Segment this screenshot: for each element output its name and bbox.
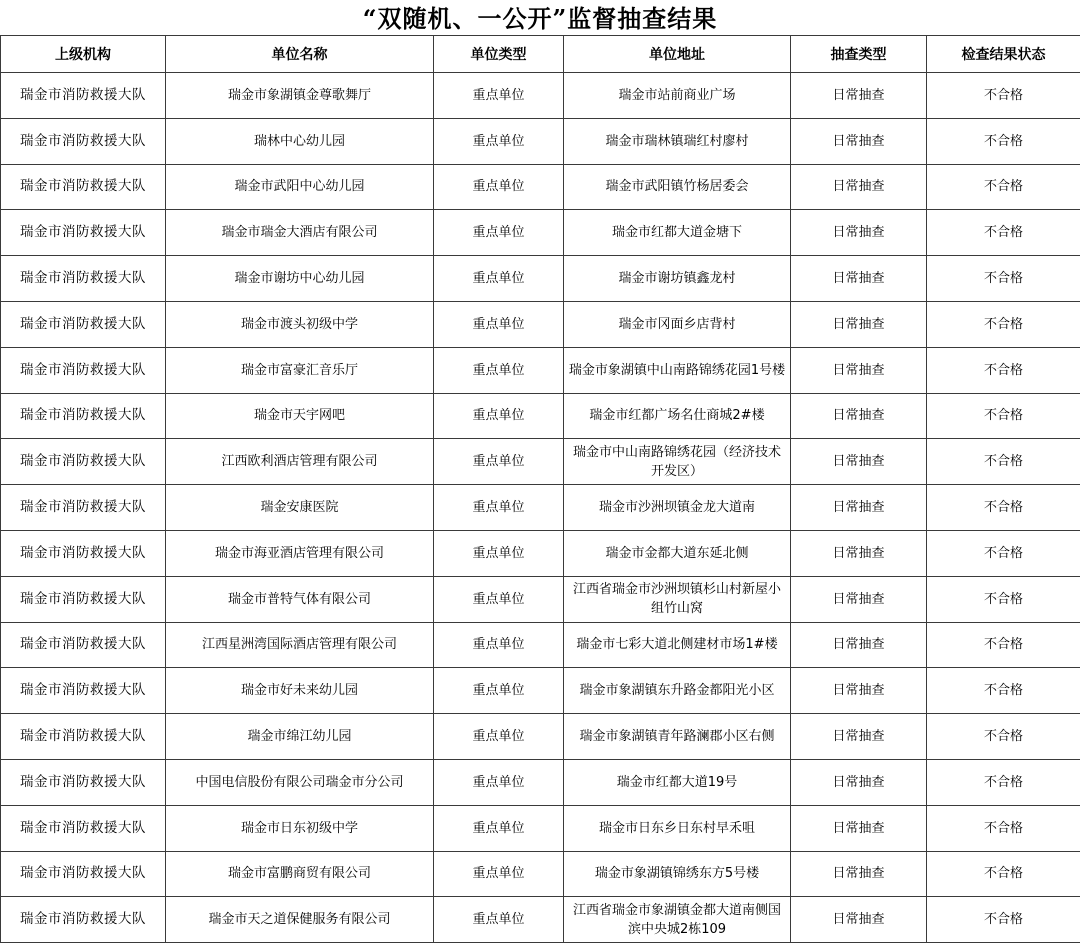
cell-unit-name: 江西星洲湾国际酒店管理有限公司 [166,622,434,668]
cell-result-status: 不合格 [927,805,1080,851]
header-check-type: 抽查类型 [791,36,927,73]
cell-parent-org: 瑞金市消防救援大队 [1,668,166,714]
cell-parent-org: 瑞金市消防救援大队 [1,576,166,622]
cell-check-type: 日常抽查 [791,851,927,897]
cell-check-type: 日常抽查 [791,118,927,164]
cell-result-status: 不合格 [927,164,1080,210]
page-title: “双随机、一公开”监督抽查结果 [362,4,718,33]
cell-parent-org: 瑞金市消防救援大队 [1,805,166,851]
cell-result-status: 不合格 [927,576,1080,622]
table-row [1,256,1080,302]
cell-check-type: 日常抽查 [791,73,927,119]
cell-parent-org: 瑞金市消防救援大队 [1,759,166,805]
cell-unit-type: 重点单位 [434,759,564,805]
cell-parent-org: 瑞金市消防救援大队 [1,256,166,302]
cell-result-status: 不合格 [927,118,1080,164]
header-result-status: 检查结果状态 [927,36,1080,73]
cell-check-type: 日常抽查 [791,164,927,210]
cell-unit-address: 瑞金市象湖镇锦绣东方5号楼 [564,851,791,897]
cell-unit-type: 重点单位 [434,576,564,622]
cell-unit-name: 江西欧利酒店管理有限公司 [166,439,434,485]
table-row [1,210,1080,256]
table-row [1,897,1080,943]
cell-unit-name: 瑞金安康医院 [166,485,434,531]
table-row [1,530,1080,576]
cell-unit-name: 瑞金市瑞金大酒店有限公司 [166,210,434,256]
cell-unit-name: 瑞金市海亚酒店管理有限公司 [166,530,434,576]
cell-unit-name: 瑞金市普特气体有限公司 [166,576,434,622]
cell-unit-type: 重点单位 [434,485,564,531]
cell-unit-name: 瑞金市好未来幼儿园 [166,668,434,714]
cell-result-status: 不合格 [927,668,1080,714]
cell-parent-org: 瑞金市消防救援大队 [1,118,166,164]
cell-parent-org: 瑞金市消防救援大队 [1,439,166,485]
cell-unit-name: 瑞金市武阳中心幼儿园 [166,164,434,210]
cell-unit-name: 瑞金市渡头初级中学 [166,301,434,347]
cell-result-status: 不合格 [927,530,1080,576]
cell-unit-address: 瑞金市象湖镇东升路金都阳光小区 [564,668,791,714]
cell-parent-org: 瑞金市消防救援大队 [1,347,166,393]
cell-unit-type: 重点单位 [434,164,564,210]
cell-result-status: 不合格 [927,256,1080,302]
cell-check-type: 日常抽查 [791,622,927,668]
cell-parent-org: 瑞金市消防救援大队 [1,897,166,943]
cell-check-type: 日常抽查 [791,530,927,576]
cell-result-status: 不合格 [927,439,1080,485]
cell-unit-address: 瑞金市金都大道东延北侧 [564,530,791,576]
cell-parent-org: 瑞金市消防救援大队 [1,301,166,347]
cell-unit-address: 瑞金市冈面乡店背村 [564,301,791,347]
cell-unit-name: 瑞金市绵江幼儿园 [166,714,434,760]
cell-unit-type: 重点单位 [434,530,564,576]
cell-unit-type: 重点单位 [434,393,564,439]
table-row [1,759,1080,805]
cell-unit-address: 瑞金市象湖镇青年路澜郡小区右侧 [564,714,791,760]
cell-parent-org: 瑞金市消防救援大队 [1,393,166,439]
cell-parent-org: 瑞金市消防救援大队 [1,530,166,576]
cell-unit-type: 重点单位 [434,805,564,851]
cell-result-status: 不合格 [927,347,1080,393]
cell-unit-address: 瑞金市瑞林镇瑞红村廖村 [564,118,791,164]
cell-parent-org: 瑞金市消防救援大队 [1,210,166,256]
cell-check-type: 日常抽查 [791,668,927,714]
cell-unit-type: 重点单位 [434,668,564,714]
cell-parent-org: 瑞金市消防救援大队 [1,622,166,668]
cell-check-type: 日常抽查 [791,485,927,531]
cell-unit-type: 重点单位 [434,622,564,668]
header-parent-org: 上级机构 [1,36,166,73]
table-row [1,347,1080,393]
cell-unit-name: 瑞金市富鹏商贸有限公司 [166,851,434,897]
table-row [1,439,1080,485]
cell-parent-org: 瑞金市消防救援大队 [1,851,166,897]
cell-unit-name: 瑞金市谢坊中心幼儿园 [166,256,434,302]
cell-unit-address: 瑞金市红都大道金塘下 [564,210,791,256]
cell-unit-address: 瑞金市中山南路锦绣花园（经济技术开发区） [564,439,791,485]
cell-unit-type: 重点单位 [434,439,564,485]
results-table [0,35,1080,943]
table-row [1,393,1080,439]
table-row [1,485,1080,531]
cell-unit-address: 瑞金市象湖镇中山南路锦绣花园1号楼 [564,347,791,393]
cell-unit-name: 瑞金市日东初级中学 [166,805,434,851]
cell-result-status: 不合格 [927,714,1080,760]
cell-unit-type: 重点单位 [434,714,564,760]
cell-unit-address: 瑞金市七彩大道北侧建材市场1#楼 [564,622,791,668]
cell-unit-type: 重点单位 [434,301,564,347]
header-unit-address: 单位地址 [564,36,791,73]
cell-unit-address: 江西省瑞金市象湖镇金都大道南侧国滨中央城2栋109 [564,897,791,943]
cell-parent-org: 瑞金市消防救援大队 [1,73,166,119]
cell-check-type: 日常抽查 [791,805,927,851]
table-row [1,73,1080,119]
header-unit-type: 单位类型 [434,36,564,73]
cell-check-type: 日常抽查 [791,301,927,347]
cell-result-status: 不合格 [927,485,1080,531]
cell-unit-type: 重点单位 [434,897,564,943]
cell-result-status: 不合格 [927,851,1080,897]
cell-unit-address: 瑞金市武阳镇竹杨居委会 [564,164,791,210]
cell-check-type: 日常抽查 [791,439,927,485]
table-row [1,622,1080,668]
header-unit-name: 单位名称 [166,36,434,73]
cell-result-status: 不合格 [927,622,1080,668]
cell-check-type: 日常抽查 [791,256,927,302]
cell-unit-name: 瑞金市象湖镇金尊歌舞厅 [166,73,434,119]
cell-result-status: 不合格 [927,897,1080,943]
cell-unit-type: 重点单位 [434,73,564,119]
cell-check-type: 日常抽查 [791,210,927,256]
table-row [1,576,1080,622]
cell-check-type: 日常抽查 [791,393,927,439]
cell-parent-org: 瑞金市消防救援大队 [1,485,166,531]
cell-result-status: 不合格 [927,73,1080,119]
cell-unit-address: 瑞金市站前商业广场 [564,73,791,119]
table-row [1,164,1080,210]
cell-unit-name: 瑞金市天之道保健服务有限公司 [166,897,434,943]
cell-result-status: 不合格 [927,210,1080,256]
cell-unit-address: 瑞金市红都大道19号 [564,759,791,805]
table-row [1,118,1080,164]
cell-unit-type: 重点单位 [434,347,564,393]
table-row [1,805,1080,851]
cell-check-type: 日常抽查 [791,714,927,760]
cell-unit-address: 瑞金市红都广场名仕商城2#楼 [564,393,791,439]
cell-unit-type: 重点单位 [434,256,564,302]
cell-unit-name: 瑞金市富豪汇音乐厅 [166,347,434,393]
cell-unit-type: 重点单位 [434,118,564,164]
cell-check-type: 日常抽查 [791,347,927,393]
cell-unit-address: 江西省瑞金市沙洲坝镇杉山村新屋小组竹山窝 [564,576,791,622]
table-row [1,851,1080,897]
cell-parent-org: 瑞金市消防救援大队 [1,714,166,760]
cell-check-type: 日常抽查 [791,759,927,805]
table-row [1,668,1080,714]
cell-unit-name: 瑞林中心幼儿园 [166,118,434,164]
cell-result-status: 不合格 [927,393,1080,439]
cell-result-status: 不合格 [927,301,1080,347]
table-header-row [1,36,1080,73]
cell-check-type: 日常抽查 [791,576,927,622]
table-row [1,301,1080,347]
cell-result-status: 不合格 [927,759,1080,805]
cell-unit-address: 瑞金市沙洲坝镇金龙大道南 [564,485,791,531]
table-row [1,714,1080,760]
cell-unit-address: 瑞金市谢坊镇鑫龙村 [564,256,791,302]
cell-parent-org: 瑞金市消防救援大队 [1,164,166,210]
cell-unit-type: 重点单位 [434,210,564,256]
cell-unit-name: 瑞金市天宇网吧 [166,393,434,439]
cell-unit-type: 重点单位 [434,851,564,897]
cell-unit-name: 中国电信股份有限公司瑞金市分公司 [166,759,434,805]
cell-check-type: 日常抽查 [791,897,927,943]
cell-unit-address: 瑞金市日东乡日东村早禾咀 [564,805,791,851]
